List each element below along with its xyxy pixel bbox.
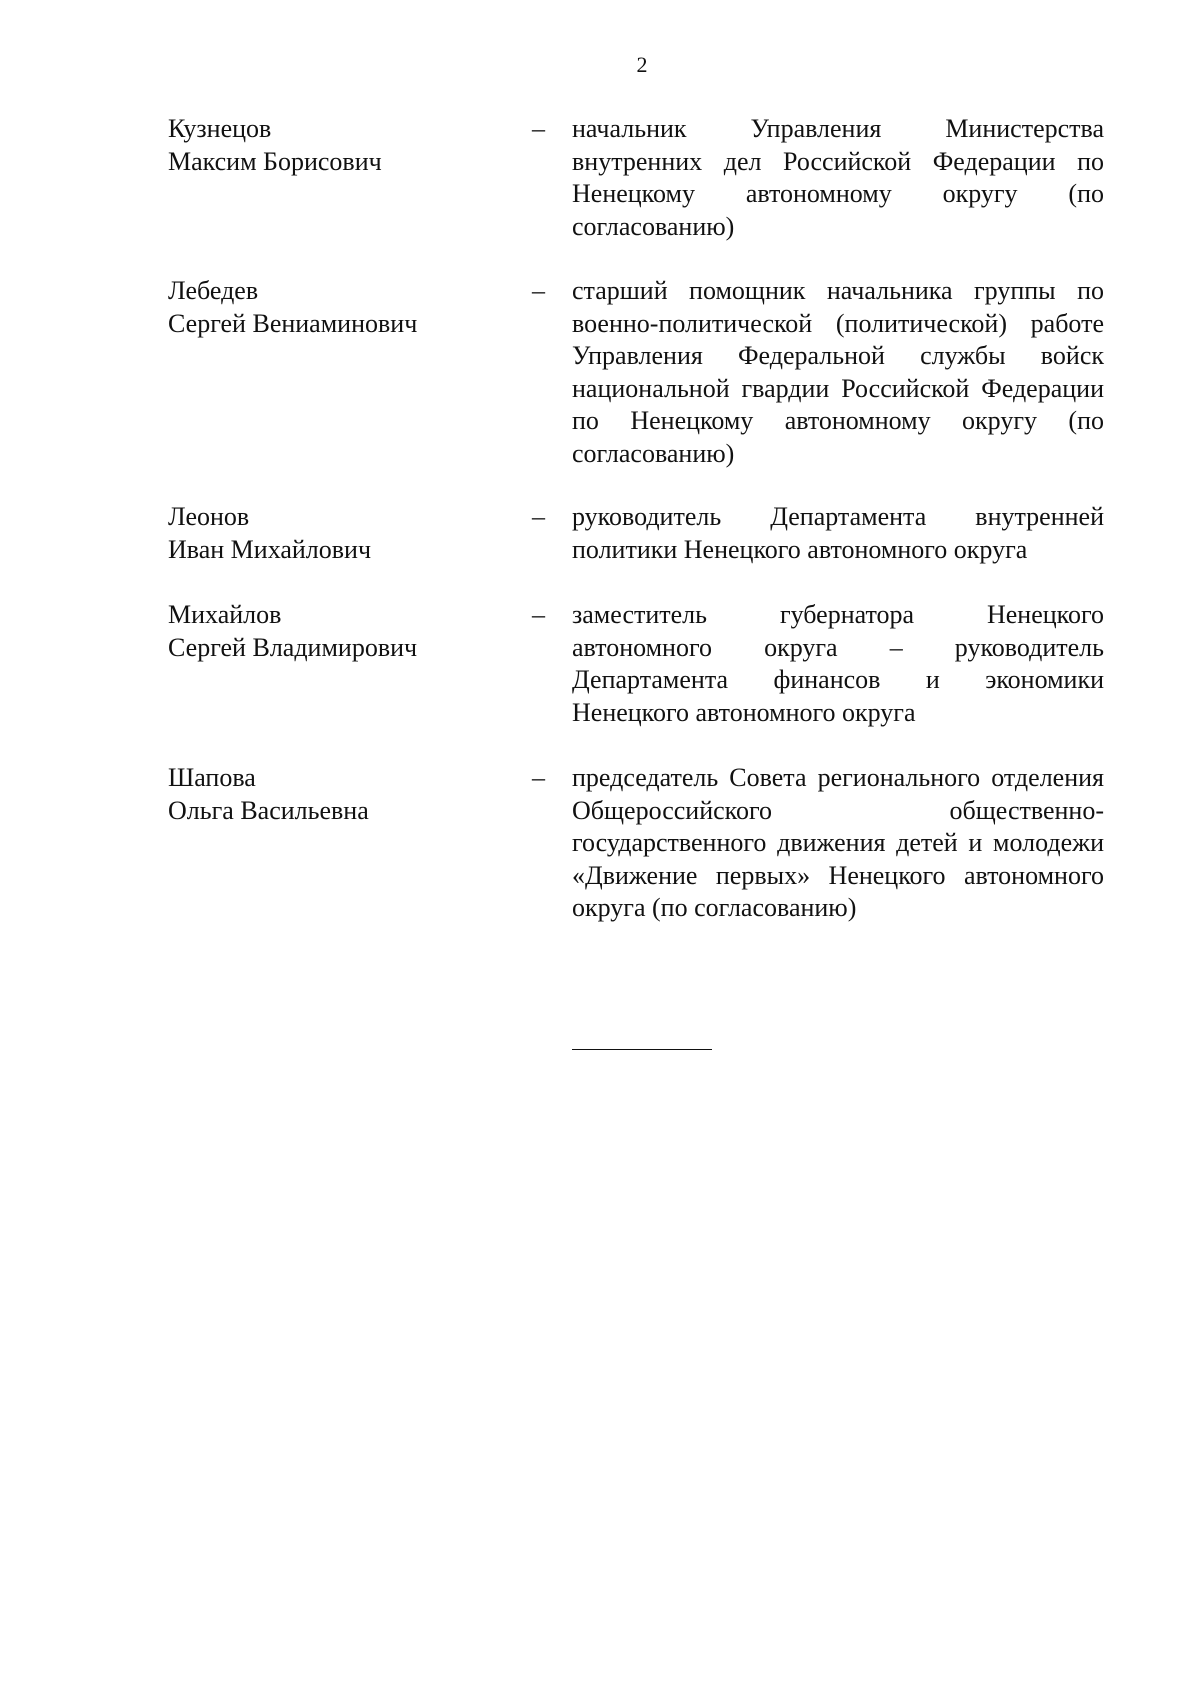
end-of-list-rule	[572, 1049, 712, 1050]
member-name	[168, 762, 528, 827]
page-number: 2	[636, 52, 648, 77]
member-dash: –	[532, 600, 545, 629]
member-surname: Лебедев	[168, 276, 259, 305]
member-surname: Кузнецов	[168, 114, 272, 143]
member-name	[168, 113, 528, 178]
member-dash: –	[532, 763, 545, 792]
member-given-names: Максим Борисович	[168, 146, 382, 176]
member-given-names: Ольга Васильевна	[168, 795, 369, 825]
member-dash: –	[532, 276, 545, 305]
member-name	[168, 275, 528, 340]
member-given-names: Иван Михайлович	[168, 534, 372, 564]
member-surname: Леонов	[168, 502, 250, 531]
member-role: заместитель губернатора Ненецкого автономного округа – руководитель Департамента финансов и экономики Ненецкого автономного округа	[572, 600, 1104, 727]
member-surname: Шапова	[168, 763, 256, 792]
member-given-names: Сергей Владимирович	[168, 632, 418, 662]
member-role: председатель Совета регионального отделения Общероссийского общественно-государственного движения детей и молодежи «Движение первых» Ненецкого автономного округа (по согласованию)	[572, 763, 1104, 922]
member-name	[168, 599, 528, 664]
member-given-names: Сергей Вениаминович	[168, 308, 418, 338]
member-name	[168, 501, 528, 566]
member-role: старший помощник начальника группы по военно-политической (политической) работе Управления Федеральной службы войск национальной гвардии Российской Федерации по Ненецкому автономному округу (по согласованию)	[572, 276, 1104, 468]
member-role: руководитель Департамента внутренней политики Ненецкого автономного округа	[572, 502, 1104, 564]
member-surname: Михайлов	[168, 600, 282, 629]
member-dash: –	[532, 114, 545, 143]
member-role: начальник Управления Министерства внутренних дел Российской Федерации по Ненецкому автономному округу (по согласованию)	[572, 114, 1104, 241]
member-dash: –	[532, 502, 545, 531]
